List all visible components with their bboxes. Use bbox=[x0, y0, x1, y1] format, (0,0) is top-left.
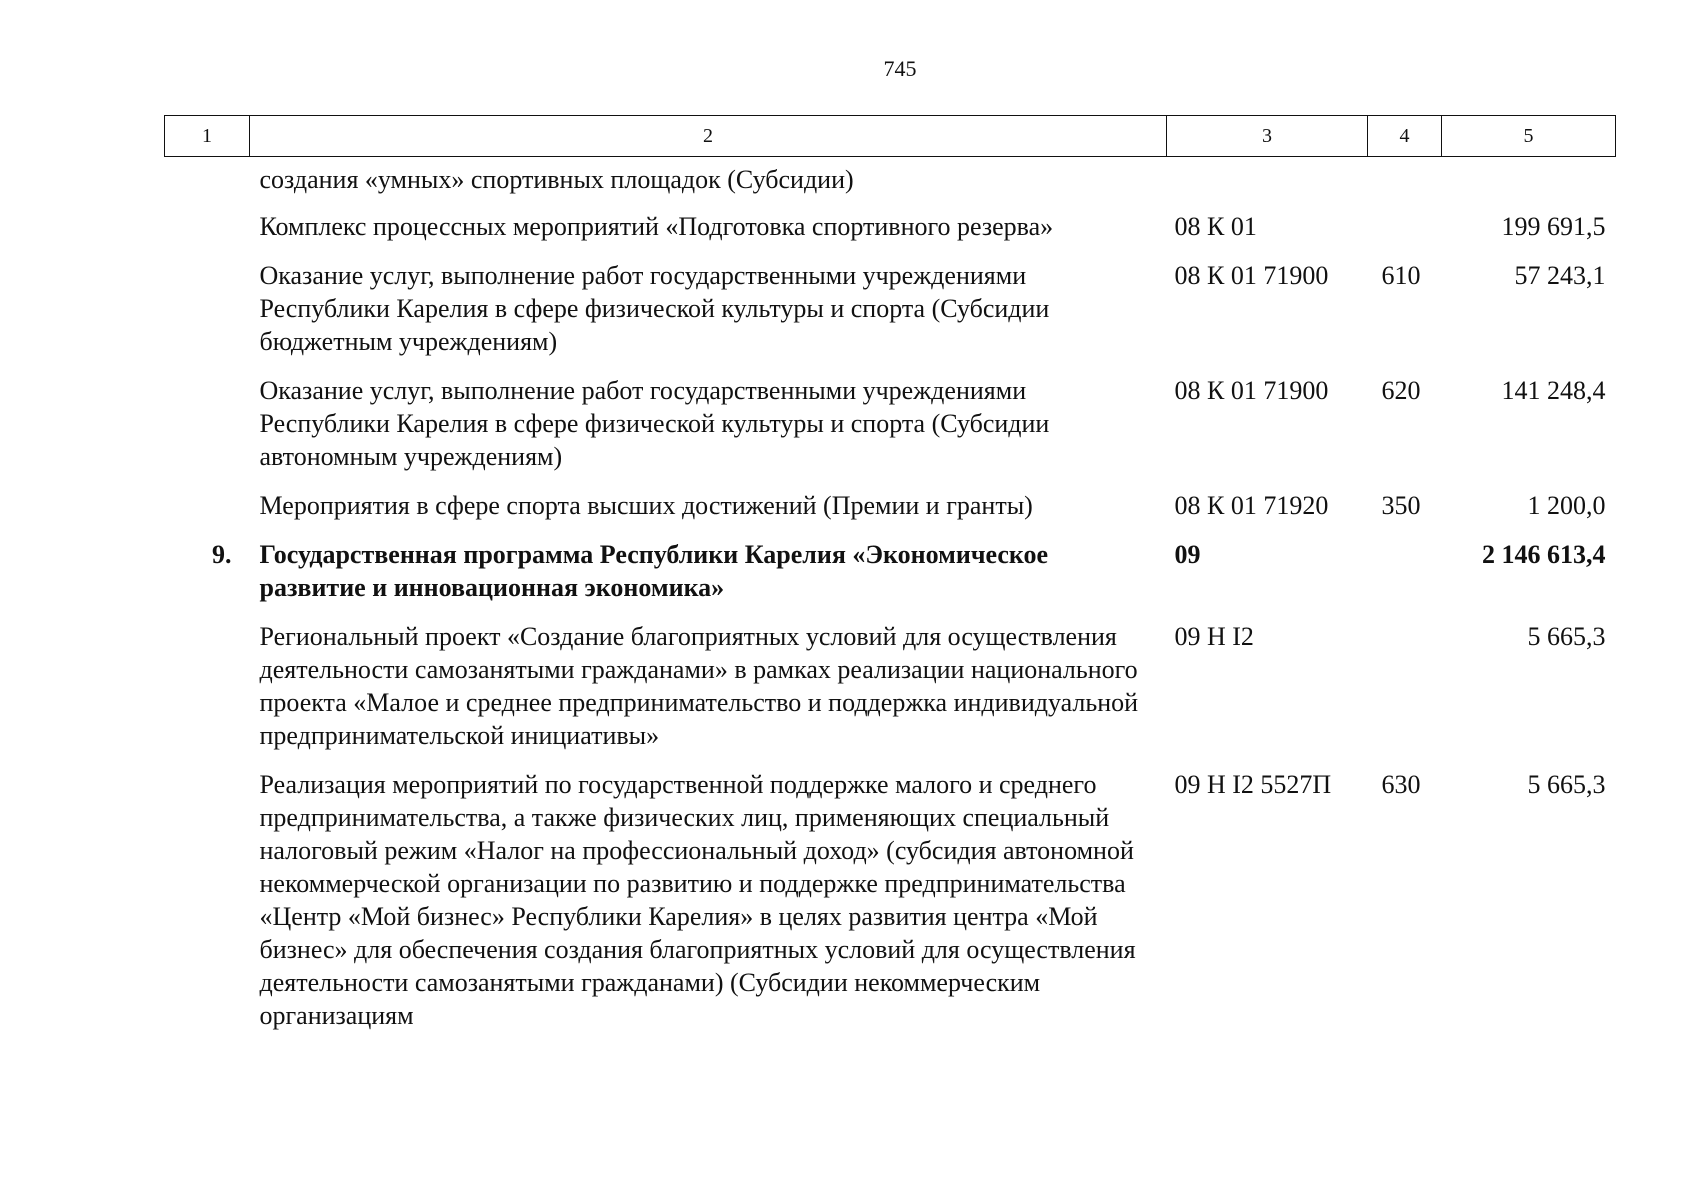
row-number bbox=[165, 620, 250, 768]
row-code: 08 К 01 71920 bbox=[1174, 491, 1329, 520]
row-description: Государственная программа Республики Карелия «Экономическое развитие и инновационная экономика» bbox=[259, 540, 1049, 602]
row-number bbox=[165, 259, 250, 374]
row-amount: 141 248,4 bbox=[1501, 376, 1606, 405]
table-row bbox=[165, 489, 1616, 538]
row-code: 08 К 01 71900 bbox=[1174, 376, 1329, 405]
row-code bbox=[1167, 157, 1368, 211]
row-description: Региональный проект «Создание благоприятных условий для осуществления деятельности самозанятыми гражданами» в рамках реализации национального проекта «Малое и среднее предпринимательство и поддержка индивидуальной предпринимательской инициативы» bbox=[259, 622, 1139, 750]
row-expense-type bbox=[1368, 620, 1442, 768]
table-row bbox=[165, 157, 1616, 211]
table-row bbox=[165, 374, 1616, 489]
row-code: 09 Н I2 5527П bbox=[1174, 770, 1332, 799]
row-expense-type bbox=[1368, 538, 1442, 620]
row-number: 9. bbox=[212, 540, 232, 569]
column-header-3: 3 bbox=[1167, 116, 1368, 157]
row-description: Мероприятия в сфере спорта высших достижений (Премии и гранты) bbox=[259, 491, 1033, 520]
row-number bbox=[165, 374, 250, 489]
row-description: создания «умных» спортивных площадок (Субсидии) bbox=[259, 165, 854, 194]
row-expense-type: 610 bbox=[1381, 261, 1421, 290]
budget-table bbox=[164, 115, 1616, 1032]
row-expense-type bbox=[1368, 157, 1442, 211]
row-amount: 199 691,5 bbox=[1501, 212, 1606, 241]
row-number bbox=[165, 157, 250, 211]
column-header-2: 2 bbox=[250, 116, 1167, 157]
row-amount: 1 200,0 bbox=[1527, 491, 1606, 520]
row-number bbox=[165, 768, 250, 1032]
row-code: 08 К 01 71900 bbox=[1174, 261, 1329, 290]
row-expense-type: 620 bbox=[1381, 376, 1421, 405]
page-number: 745 bbox=[883, 56, 917, 81]
row-number bbox=[165, 210, 250, 259]
column-number-header-row bbox=[165, 116, 1616, 157]
column-header-1: 1 bbox=[165, 116, 250, 157]
row-amount: 5 665,3 bbox=[1527, 622, 1606, 651]
row-code: 09 bbox=[1174, 540, 1201, 569]
row-expense-type bbox=[1368, 210, 1442, 259]
column-header-4: 4 bbox=[1368, 116, 1442, 157]
table-row bbox=[165, 210, 1616, 259]
row-amount bbox=[1442, 157, 1616, 211]
table-row bbox=[165, 620, 1616, 768]
table-row bbox=[165, 259, 1616, 374]
table-row bbox=[165, 768, 1616, 1032]
row-description: Комплекс процессных мероприятий «Подготовка спортивного резерва» bbox=[259, 212, 1054, 241]
row-amount: 5 665,3 bbox=[1527, 770, 1606, 799]
row-number bbox=[165, 489, 250, 538]
row-code: 08 К 01 bbox=[1174, 212, 1257, 241]
row-amount: 2 146 613,4 bbox=[1482, 540, 1606, 569]
row-code: 09 Н I2 bbox=[1174, 622, 1254, 651]
row-description: Оказание услуг, выполнение работ государственными учреждениями Республики Карелия в сфере физической культуры и спорта (Субсидии бюджетным учреждениям) bbox=[259, 261, 1050, 356]
column-header-5: 5 bbox=[1442, 116, 1616, 157]
row-description: Реализация мероприятий по государственной поддержке малого и среднего предпринимательства, а также физических лиц, применяющих специальный налоговый режим «Налог на профессиональный доход» (субсидия автономной некоммерческой организации по развитию и поддержке предпринимательства «Центр «Мой бизнес» Республики Карелия» в целях развития центра «Мой бизнес» для обеспечения создания благоприятных условий для осуществления деятельности самозанятыми гражданами) (Субсидии некоммерческим организациям bbox=[259, 770, 1136, 1030]
row-expense-type: 350 bbox=[1381, 491, 1421, 520]
row-amount: 57 243,1 bbox=[1514, 261, 1606, 290]
table-row-program bbox=[165, 538, 1616, 620]
row-description: Оказание услуг, выполнение работ государственными учреждениями Республики Карелия в сфере физической культуры и спорта (Субсидии автономным учреждениям) bbox=[259, 376, 1050, 471]
row-expense-type: 630 bbox=[1381, 770, 1421, 799]
